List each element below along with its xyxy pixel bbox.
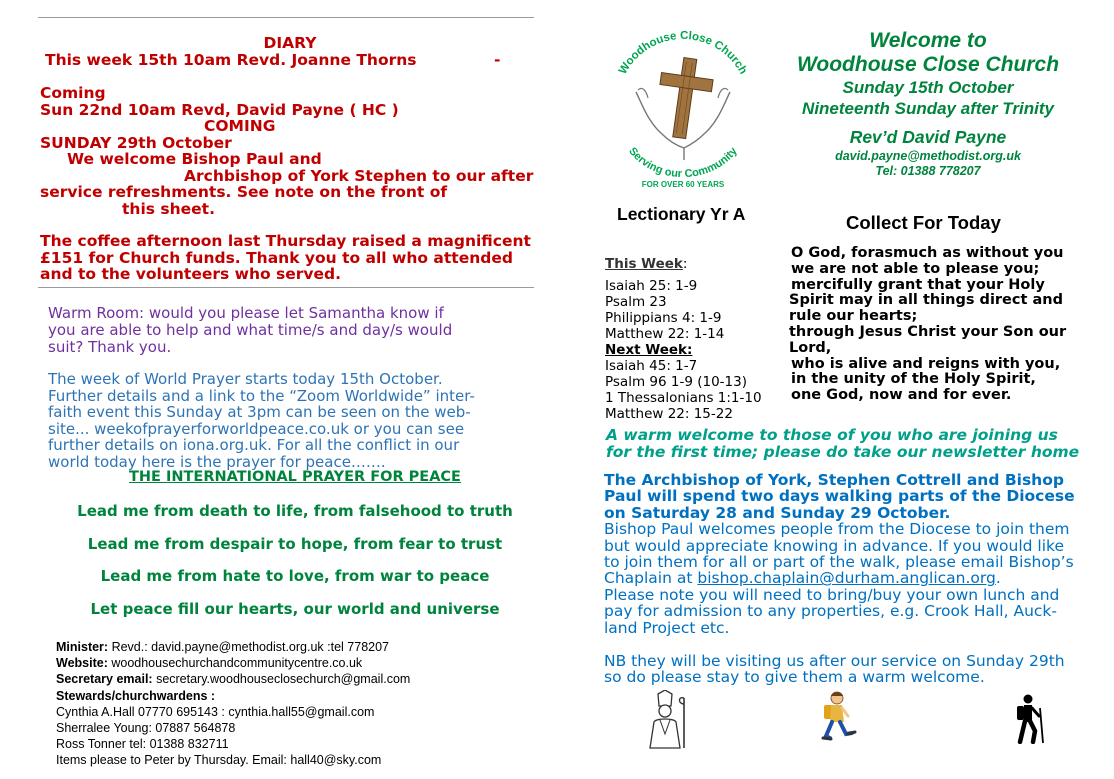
world-prayer-notice (48, 371, 528, 470)
archbishop-line-6: pay for admission to any properties, e.g. Crook Hall, Auck- (604, 602, 1057, 621)
this-week-reading-4: Matthew 22: 1-14 (605, 326, 725, 342)
minister-label: Minister: (56, 640, 109, 654)
logo-years: FOR OVER 60 YEARS (641, 180, 725, 189)
collect-line-1: O God, forasmuch as without you (791, 245, 1064, 261)
world-prayer-line-4: site... weekofprayerforworldpeace.co.uk or you can see (48, 419, 465, 438)
warm-room-notice (48, 305, 528, 356)
coffee-line-3: and to the volunteers who served. (40, 265, 342, 283)
world-prayer-line-5: further details on iona.org.uk. For all the conflict in our (48, 436, 460, 454)
nb-line-2: so do please stay to give them a warm welcome. (604, 668, 985, 687)
hiker-icon (1010, 694, 1046, 744)
logo-arc-bottom: Serving our Community (626, 145, 740, 181)
collect-line-8: who is alive and reigns with you, (791, 355, 1061, 372)
coffee-line-1: The coffee afternoon last Thursday raised a magnificent (40, 232, 531, 250)
world-prayer-line-1: The week of World Prayer starts today 15th October. (48, 370, 443, 388)
top-divider (38, 17, 534, 18)
diary-this-week (40, 52, 540, 69)
world-prayer-line-6: world today here is the prayer for peace……. (48, 452, 386, 471)
rev-email: david.payne@methodist.org.uk (835, 149, 1021, 163)
diary-welcome-bishop: We welcome Bishop Paul and (67, 150, 322, 168)
nb-line-1: NB they will be visiting us after our service on Sunday 29th (604, 652, 1065, 671)
diary-coming-caps: COMING (204, 117, 276, 135)
warm-room-line-2: you are able to help and what time/s and day/s would (48, 321, 453, 339)
peace-prayer-line-2: Lead me from despair to hope, from fear to trust (87, 535, 503, 553)
archbishop-notice (604, 472, 1094, 686)
peace-prayer-line-1: Lead me from death to life, from falsehood to truth (77, 502, 513, 520)
chaplain-email-link[interactable]: bishop.chaplain@durham.anglican.org (697, 569, 996, 588)
warm-room-line-3: suit? Thank you. (48, 338, 172, 356)
website-label: Website: (56, 656, 108, 671)
this-week-colon: : (682, 256, 688, 272)
this-week-reading-3: Philippians 4: 1-9 (605, 310, 722, 326)
church-logo (608, 30, 758, 192)
contact-stewards-label: Stewards/churchwardens : (56, 688, 216, 703)
next-week-reading-4: Matthew 22: 15-22 (605, 406, 733, 422)
rev-tel: Tel: 01388 778207 (875, 164, 981, 178)
diary-heading: DIARY (263, 34, 317, 52)
archbishop-bold-2: Paul will spend two days walking parts of the Diocese (604, 487, 1075, 506)
diary-this-sheet: this sheet. (122, 199, 215, 218)
diary-refreshments: service refreshments. See note on the front of (40, 183, 448, 201)
this-week-reading-2: Psalm 23 (605, 294, 667, 310)
archbishop-bold-1: The Archbishop of York, Stephen Cottrell and Bishop (604, 471, 1064, 489)
collect-line-10: one God, now and for ever. (791, 387, 1012, 404)
collect-line-5: rule our hearts; (789, 308, 918, 325)
archbishop-line-7: land Project etc. (604, 618, 730, 637)
collect-title: Collect For Today (846, 212, 1001, 233)
logo-arc-top: Woodhouse Close Church (616, 30, 750, 77)
diary-archbishop: Archbishop of York Stephen to our after (184, 166, 534, 185)
service-date: Sunday 15th October (842, 78, 1014, 97)
lectionary-readings (605, 256, 790, 422)
coffee-line-2: £151 for Church funds. Thank you to all who attended (40, 248, 513, 267)
peace-prayer-line-4: Let peace fill our hearts, our world and universe (90, 600, 500, 618)
contact-secretary (56, 671, 526, 687)
secretary-label: Secretary email: (56, 672, 153, 687)
collect-line-2: we are not able to please you; (791, 260, 1040, 277)
archbishop-line-2: but would appreciate knowing in advance. If you would like (604, 536, 1064, 555)
steward-3: Ross Tonner tel: 01388 832711 (56, 737, 229, 752)
contacts-block (56, 639, 526, 769)
peace-prayer-line-3: Lead me from hate to love, from war to peace (100, 567, 490, 585)
diary-sun-22: Sun 22nd 10am Revd, David Payne ( HC ) (40, 100, 399, 119)
welcome-note (606, 427, 1086, 460)
world-prayer-line-2: Further details and a link to the “Zoom Worldwide” inter- (48, 386, 475, 405)
archbishop-bold-3: on Saturday 28 and Sunday 29 October. (604, 503, 951, 522)
diary-dash: - (494, 50, 501, 69)
welcome-header (778, 29, 1078, 179)
collect-line-3: mercifully grant that your Holy (791, 276, 1045, 293)
website-value: woodhousechurchandcommunitycentre.co.uk (107, 656, 363, 671)
steward-2: Sherralee Young: 07887 564878 (56, 721, 236, 736)
next-week-reading-3: 1 Thessalonians 1:1-10 (605, 390, 762, 406)
welcome-note-line-2: for the first time; please do take our newsletter home (606, 442, 1080, 461)
mid-divider (38, 287, 534, 288)
welcome-line-2: Woodhouse Close Church (796, 53, 1060, 76)
collect-line-4: Spirit may in all things direct and (789, 292, 1063, 309)
minister-value: Revd.: david.payne@methodist.org.uk :tel 778207 (108, 640, 390, 654)
next-week-label: Next Week: (605, 342, 693, 358)
diary-this-week-text: This week 15th 10am Revd. Joanne Thorns (45, 50, 417, 69)
steward-1: Cynthia A.Hall 07770 695143 : cynthia.hall55@gmail.com (56, 704, 375, 719)
sunday-after-trinity: Nineteenth Sunday after Trinity (802, 99, 1054, 118)
diary-section (40, 35, 540, 283)
collect-line-7: Lord, (789, 339, 832, 356)
this-week-reading-1: Isaiah 25: 1-9 (605, 278, 698, 294)
secretary-value: secretary.woodhouseclosechurch@gmail.com (152, 672, 411, 687)
walker-boy-icon (818, 690, 858, 748)
archbishop-line-1: Bishop Paul welcomes people from the Diocese to join them (604, 520, 1070, 539)
lectionary-title: Lectionary Yr A (617, 204, 746, 224)
items-note: Items please to Peter by Thursday. Email: hall40@sky.com (56, 753, 382, 768)
welcome-note-line-1: A warm welcome to those of you who are joining us (606, 426, 1058, 444)
collect-line-9: in the unity of the Holy Spirit, (791, 371, 1036, 388)
contact-minister (56, 639, 526, 655)
rev-name: Rev’d David Payne (849, 127, 1007, 147)
world-prayer-line-3: faith event this Sunday at 3pm can be seen on the web- (48, 403, 471, 421)
contact-website (56, 655, 526, 671)
archbishop-line-5: Please note you will need to bring/buy your own lunch and (604, 585, 1060, 604)
welcome-line-1: Welcome to (869, 29, 987, 52)
cross-icon (653, 55, 716, 141)
next-week-reading-2: Psalm 96 1-9 (10-13) (605, 374, 747, 390)
archbishop-line-4: Chaplain at bishop.chaplain@durham.anglican.org. (604, 569, 1001, 588)
diary-coming: Coming (40, 84, 106, 102)
next-week-reading-1: Isaiah 45: 1-7 (605, 358, 698, 374)
collect-line-6: through Jesus Christ your Son our (789, 323, 1067, 340)
archbishop-line-3: to join them for all or part of the walk, please email Bishop’s (604, 553, 1074, 572)
warm-room-line-1: Warm Room: would you please let Samantha know if (48, 304, 444, 322)
this-week-heading (605, 256, 790, 272)
peace-prayer-title: THE INTERNATIONAL PRAYER FOR PEACE (129, 469, 461, 485)
collect-prayer (789, 246, 1079, 404)
this-week-label: This Week (605, 256, 683, 272)
bishop-icon (638, 690, 692, 750)
diary-sunday-29: SUNDAY 29th October (40, 133, 232, 152)
